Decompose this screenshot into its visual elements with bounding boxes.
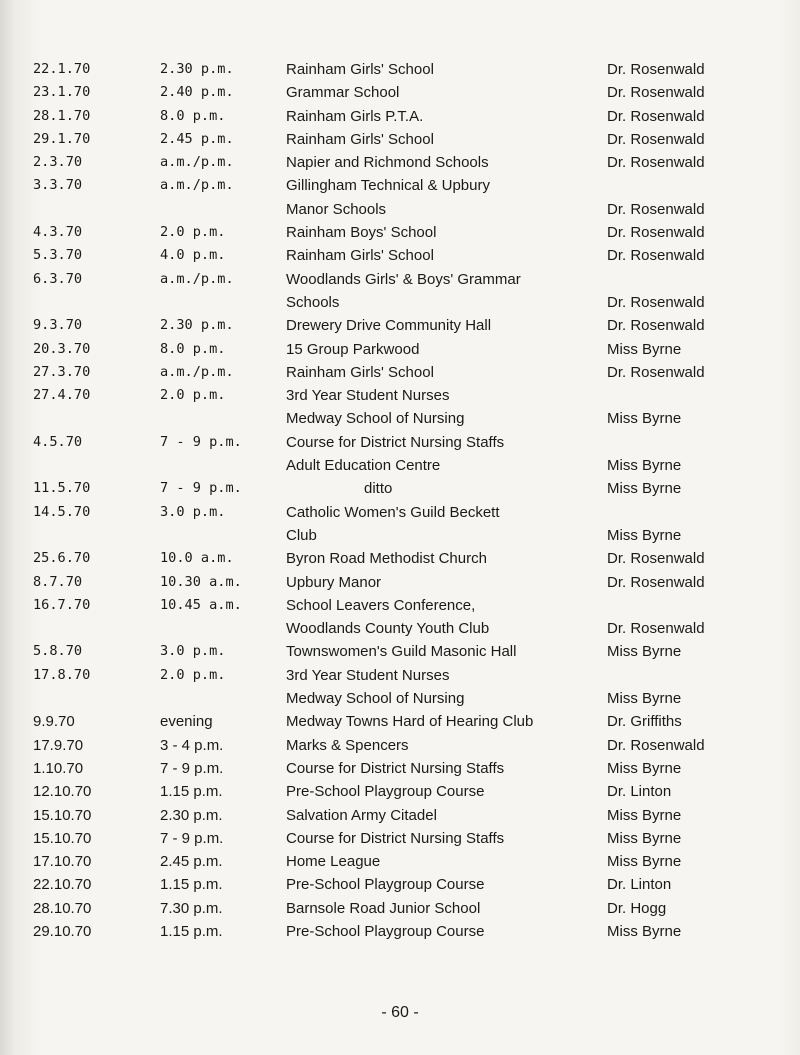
venue-line: Rainham Girls' School [286,130,434,148]
date-cell: 22.10.70 [33,876,92,894]
date-cell: 5.8.70 [33,643,83,660]
speaker-cell: Dr. Linton [607,876,672,894]
table-row [0,640,800,663]
venue-line: 15 Group Parkwood [286,340,420,358]
time-cell: 8.0 p.m. [160,107,226,124]
table-row [0,151,800,174]
venue-line: Barnsole Road Junior School [286,899,481,917]
time-cell: 3 - 4 p.m. [160,736,224,754]
table-row [0,804,800,827]
date-cell: 17.8.70 [33,666,91,683]
time-cell: 10.30 a.m. [160,573,242,590]
table-row [0,827,800,850]
date-cell: 14.5.70 [33,503,91,520]
time-cell: 7 - 9 p.m. [160,829,224,847]
venue-line: Drewery Drive Community Hall [286,317,492,335]
speaker-cell: Dr. Rosenwald [607,130,705,148]
time-cell: 4.0 p.m. [160,247,226,264]
date-cell: 4.3.70 [33,224,83,241]
date-cell: 27.4.70 [33,387,91,404]
speaker-cell: Dr. Rosenwald [607,573,705,591]
time-cell: 2.45 p.m. [160,130,234,147]
venue-line: Rainham Girls' School [286,363,434,381]
table-row [0,384,800,431]
date-cell: 9.9.70 [33,713,75,731]
speaker-cell: Dr. Rosenwald [607,247,705,265]
venue-line: Catholic Women's Guild Beckett [286,503,500,521]
venue-cell [286,827,596,850]
venue-cell [286,734,596,757]
venue-line: Pre-School Playgroup Course [286,922,485,940]
table-row [0,268,800,315]
venue-cell [286,780,596,803]
venue-cell [286,221,596,244]
speaker-cell: Dr. Rosenwald [607,293,705,311]
venue-cell [286,594,596,641]
time-cell: 10.0 a.m. [160,550,234,567]
venue-line: Townswomen's Guild Masonic Hall [286,643,517,661]
venue-cell [286,58,596,81]
time-cell: 2.0 p.m. [160,387,226,404]
date-cell: 1.10.70 [33,759,84,777]
speaker-cell: Dr. Rosenwald [607,107,705,125]
table-row [0,734,800,757]
venue-cell [286,571,596,594]
venue-line: Rainham Boys' School [286,224,437,242]
date-cell: 17.9.70 [33,736,84,754]
time-cell: 7 - 9 p.m. [160,480,242,497]
venue-line: Rainham Girls P.T.A. [286,107,424,125]
venue-cell [286,757,596,780]
date-cell: 27.3.70 [33,363,91,380]
date-cell: 20.3.70 [33,340,91,357]
table-row [0,780,800,803]
time-cell: 8.0 p.m. [160,340,226,357]
venue-cell [286,128,596,151]
speaker-cell: Miss Byrne [607,829,682,847]
table-row [0,105,800,128]
venue-line: Course for District Nursing Staffs [286,759,505,777]
time-cell: 2.0 p.m. [160,224,226,241]
venue-line: Medway School of Nursing [286,690,465,708]
time-cell: a.m./p.m. [160,363,234,380]
speaker-cell: Dr. Rosenwald [607,84,705,102]
speaker-cell: Dr. Rosenwald [607,61,705,78]
date-cell: 12.10.70 [33,783,92,801]
date-cell: 29.1.70 [33,130,91,147]
venue-line: Pre-School Playgroup Course [286,876,485,894]
time-cell: a.m./p.m. [160,177,234,194]
venue-line: Gillingham Technical & Upbury [286,177,490,195]
venue-line: Club [286,526,317,544]
venue-line: Pre-School Playgroup Course [286,783,485,801]
speaker-cell: Dr. Griffiths [607,713,682,731]
date-cell: 29.10.70 [33,922,92,940]
table-row [0,221,800,244]
venue-cell [286,338,596,361]
date-cell: 8.7.70 [33,573,83,590]
venue-cell [286,314,596,337]
speaker-cell: Dr. Rosenwald [607,363,705,381]
time-cell: 10.45 a.m. [160,596,242,613]
table-row [0,244,800,267]
date-cell: 22.1.70 [33,61,91,77]
date-cell: 28.1.70 [33,107,91,124]
date-cell: 16.7.70 [33,596,91,613]
date-cell: 6.3.70 [33,270,83,287]
venue-cell [286,547,596,570]
venue-line: Grammar School [286,84,400,102]
venue-line: Salvation Army Citadel [286,806,437,824]
table-row [0,757,800,780]
table-row [0,873,800,896]
date-cell: 11.5.70 [33,480,91,497]
venue-cell [286,477,596,500]
speaker-cell: Dr. Hogg [607,899,667,917]
date-cell: 15.10.70 [33,829,92,847]
table-row [0,314,800,337]
venue-line: 3rd Year Student Nurses [286,387,450,405]
venue-cell [286,384,596,431]
venue-cell [286,640,596,663]
date-cell: 25.6.70 [33,550,91,567]
table-row [0,571,800,594]
time-cell: 2.30 p.m. [160,317,234,334]
time-cell: evening [160,713,213,731]
time-cell: 7 - 9 p.m. [160,433,242,450]
venue-line: Home League [286,853,381,871]
time-cell: 3.0 p.m. [160,503,226,520]
time-cell: a.m./p.m. [160,154,234,171]
speaker-cell: Dr. Rosenwald [607,154,705,172]
table-row [0,431,800,478]
venue-cell [286,105,596,128]
venue-cell [286,897,596,920]
table-row [0,710,800,733]
time-cell: 2.0 p.m. [160,666,226,683]
venue-line: 3rd Year Student Nurses [286,666,450,684]
time-cell: 3.0 p.m. [160,643,226,660]
venue-line: Schools [286,293,340,311]
schedule-table [0,58,800,943]
venue-line: Napier and Richmond Schools [286,154,489,172]
date-cell: 17.10.70 [33,853,92,871]
venue-line: Rainham Girls' School [286,61,434,78]
date-cell: 5.3.70 [33,247,83,264]
speaker-cell: Dr. Linton [607,783,672,801]
date-cell: 2.3.70 [33,154,83,171]
table-row [0,174,800,221]
speaker-cell: Miss Byrne [607,922,682,940]
table-row [0,501,800,548]
time-cell: 7 - 9 p.m. [160,759,224,777]
venue-line: ditto [364,480,393,498]
venue-cell [286,501,596,548]
venue-line: Byron Road Methodist Church [286,550,487,568]
speaker-cell: Dr. Rosenwald [607,620,705,638]
date-cell: 4.5.70 [33,433,83,450]
venue-line: Course for District Nursing Staffs [286,829,505,847]
time-cell: 2.45 p.m. [160,853,223,871]
page-number: - 60 - [381,1004,419,1021]
venue-cell [286,804,596,827]
date-cell: 23.1.70 [33,84,91,101]
venue-cell [286,431,596,478]
speaker-cell: Miss Byrne [607,457,682,475]
table-row [0,897,800,920]
table-row [0,58,800,81]
venue-line: Woodlands County Youth Club [286,620,490,638]
venue-line: Medway Towns Hard of Hearing Club [286,713,534,731]
venue-line: Medway School of Nursing [286,410,465,428]
venue-cell [286,850,596,873]
time-cell: 2.30 p.m. [160,806,223,824]
time-cell: 7.30 p.m. [160,899,223,917]
venue-cell [286,244,596,267]
speaker-cell: Dr. Rosenwald [607,224,705,242]
venue-cell [286,268,596,315]
table-row [0,81,800,104]
table-row [0,850,800,873]
venue-line: Rainham Girls' School [286,247,434,265]
speaker-cell: Miss Byrne [607,759,682,777]
speaker-cell: Dr. Rosenwald [607,550,705,568]
venue-line: School Leavers Conference, [286,596,476,614]
speaker-cell: Miss Byrne [607,526,682,544]
time-cell: 1.15 p.m. [160,783,223,801]
table-row [0,547,800,570]
table-row [0,477,800,500]
venue-line: Marks & Spencers [286,736,409,754]
speaker-cell: Dr. Rosenwald [607,200,705,218]
speaker-cell: Miss Byrne [607,480,682,498]
venue-cell [286,174,596,221]
date-cell: 28.10.70 [33,899,92,917]
venue-cell [286,151,596,174]
date-cell: 3.3.70 [33,177,83,194]
venue-cell [286,920,596,943]
table-row [0,920,800,943]
table-row [0,128,800,151]
table-row [0,338,800,361]
venue-cell [286,710,596,733]
venue-line: Manor Schools [286,200,387,218]
venue-line: Adult Education Centre [286,457,441,475]
date-cell: 9.3.70 [33,317,83,334]
date-cell: 15.10.70 [33,806,92,824]
time-cell: 2.40 p.m. [160,84,234,101]
table-row [0,361,800,384]
speaker-cell: Dr. Rosenwald [607,317,705,335]
time-cell: 2.30 p.m. [160,61,234,77]
venue-cell [286,873,596,896]
venue-cell [286,81,596,104]
table-row [0,594,800,641]
speaker-cell: Miss Byrne [607,690,682,708]
table-row [0,664,800,711]
speaker-cell: Miss Byrne [607,340,682,358]
speaker-cell: Miss Byrne [607,853,682,871]
speaker-cell: Miss Byrne [607,806,682,824]
venue-line: Upbury Manor [286,573,382,591]
time-cell: 1.15 p.m. [160,876,223,894]
speaker-cell: Miss Byrne [607,410,682,428]
time-cell: 1.15 p.m. [160,922,223,940]
time-cell: a.m./p.m. [160,270,234,287]
venue-cell [286,361,596,384]
speaker-cell: Dr. Rosenwald [607,736,705,754]
venue-line: Course for District Nursing Staffs [286,433,505,451]
venue-cell [286,664,596,711]
venue-line: Woodlands Girls' & Boys' Grammar [286,270,521,288]
speaker-cell: Miss Byrne [607,643,682,661]
